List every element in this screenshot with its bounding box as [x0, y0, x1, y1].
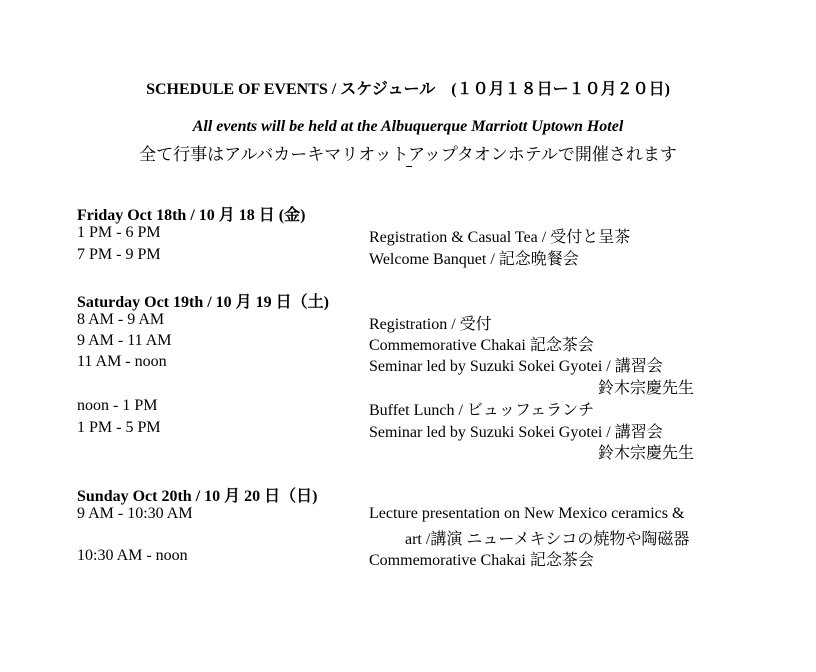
venue-note-japanese: 全て行事はアルバカーキマリオットアップタオンホテルで開催されます: [139, 145, 677, 164]
time-slot: 11 AM - noon: [77, 353, 167, 370]
divider-mark: [406, 166, 412, 167]
day-heading-saturday: Saturday Oct 19th / 10 月 19 日（土): [77, 294, 330, 311]
time-slot: 7 PM - 9 PM: [77, 246, 161, 263]
time-slot: 8 AM - 9 AM: [77, 311, 165, 328]
event-description-continuation: art /講演 ニューメキシコの焼物や陶磁器: [405, 531, 690, 548]
event-description: Seminar led by Suzuki Sokei Gyotei / 講習会: [369, 358, 663, 375]
event-description: Registration / 受付: [369, 316, 492, 333]
event-description: Buffet Lunch / ビュッフェランチ: [369, 402, 595, 419]
day-heading-friday: Friday Oct 18th / 10 月 18 日 (金): [77, 207, 306, 224]
time-slot: noon - 1 PM: [77, 397, 158, 414]
time-slot: 1 PM - 6 PM: [77, 224, 161, 241]
event-description: Commemorative Chakai 記念茶会: [369, 337, 594, 354]
venue-note-english: All events will be held at the Albuquerque Marriott Uptown Hotel: [192, 118, 624, 135]
page-title: SCHEDULE OF EVENTS / スケジュール (１０月１８日ー１０月２０日): [146, 81, 670, 98]
time-slot: 10:30 AM - noon: [77, 547, 188, 564]
time-slot: 9 AM - 11 AM: [77, 332, 172, 349]
time-slot: 1 PM - 5 PM: [77, 419, 161, 436]
event-description: Commemorative Chakai 記念茶会: [369, 552, 594, 569]
event-description: Seminar led by Suzuki Sokei Gyotei / 講習会: [369, 424, 663, 441]
event-description-continuation: 鈴木宗慶先生: [598, 380, 695, 397]
event-description-continuation: 鈴木宗慶先生: [598, 445, 695, 462]
event-description: Registration & Casual Tea / 受付と呈茶: [369, 229, 631, 246]
event-description: Welcome Banquet / 記念晩餐会: [369, 251, 579, 268]
event-description: Lecture presentation on New Mexico ceramics &: [369, 505, 685, 522]
day-heading-sunday: Sunday Oct 20th / 10 月 20 日（日): [77, 488, 318, 505]
time-slot: 9 AM - 10:30 AM: [77, 505, 193, 522]
